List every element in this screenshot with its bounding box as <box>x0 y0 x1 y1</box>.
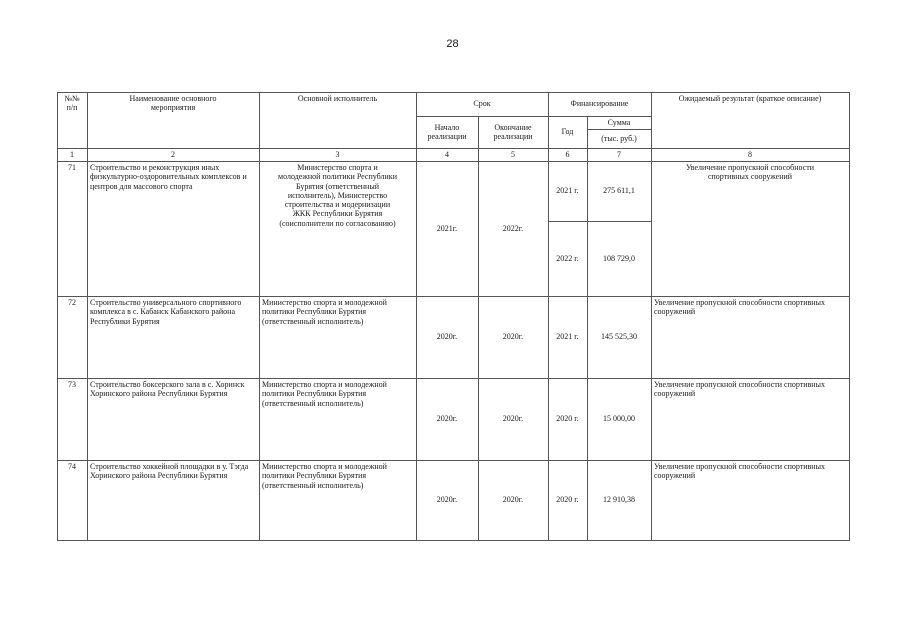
row-num: 72 <box>68 298 76 307</box>
header-term: Срок <box>473 99 491 109</box>
row-fin-sum: 12 910,38 <box>603 495 635 505</box>
row-start: 2020г. <box>436 414 458 424</box>
column-number: 6 <box>565 149 570 159</box>
row-start: 2020г. <box>436 495 458 505</box>
row-result: Увеличение пропускной способности спортивных сооружений <box>654 462 825 481</box>
header-num: №№ п/п <box>64 94 80 113</box>
header-fin-sum: Сумма <box>607 117 631 127</box>
column-number: 2 <box>171 149 175 159</box>
header-name: Наименование основного мероприятия <box>129 94 217 113</box>
row-num: 74 <box>68 462 76 471</box>
row-fin-year: 2020 г. <box>556 414 579 424</box>
row-result: Увеличение пропускной способности спортивных сооружений <box>685 163 815 182</box>
row-fin-year: 2021 г. <box>556 332 579 342</box>
row-name: Строительство боксерского зала в с. Хоринск Хоринского района Республики Бурятия <box>90 380 245 399</box>
table-rule <box>849 92 850 541</box>
row-fin-year: 2021 г. <box>556 186 579 196</box>
table-rule <box>57 540 850 541</box>
header-fin-year: Год <box>561 127 574 137</box>
column-number: 7 <box>617 149 621 159</box>
header-fin-unit: (тыс. руб.) <box>601 133 637 143</box>
row-name: Строительство хоккейной площадки в у. Тэгда Хоринского района Республики Бурятия <box>90 462 249 481</box>
row-fin-sum: 275 611,1 <box>603 186 635 196</box>
header-term-start: Начало реализации <box>427 122 467 141</box>
row-fin-year: 2022 г. <box>556 253 579 263</box>
row-start: 2020г. <box>436 332 458 342</box>
row-num: 73 <box>68 380 76 389</box>
header-financing: Финансирование <box>570 99 629 109</box>
column-number: 1 <box>70 149 74 159</box>
row-num: 71 <box>68 163 76 172</box>
row-start: 2021г. <box>436 223 458 233</box>
row-executor: Министерство спорта и молодежной политики Республики Бурятия (ответственный исполнитель) <box>262 462 387 490</box>
row-executor: Министерство спорта и молодежной политики Республики Бурятия (ответственный исполнитель) <box>262 380 387 408</box>
table-rule <box>548 221 652 222</box>
row-end: 2020г. <box>502 495 524 505</box>
column-number: 3 <box>335 149 340 159</box>
row-name: Строительство универсального спортивного комплекса в с. Кабанск Кабанского района Республики Бурятия <box>90 298 242 326</box>
column-number: 8 <box>748 149 752 159</box>
row-executor: Министерство спорта и молодежной политики Республики Бурятия (ответственный исполнитель) <box>262 298 387 326</box>
page-number: 28 <box>446 38 459 50</box>
row-fin-sum: 15 000,00 <box>603 414 635 424</box>
row-end: 2020г. <box>502 414 524 424</box>
header-term-end: Окончание реализации <box>493 122 533 141</box>
row-name: Строительство и реконструкция иных физкультурно-оздоровительных комплексов и центров для массового спорта <box>90 163 247 191</box>
row-result: Увеличение пропускной способности спортивных сооружений <box>654 298 825 317</box>
row-executor: Министерство спорта и молодежной политики Республики Бурятия (ответственный исполнитель), Министерство строительства и модернизации ЖКК Республики Бурятия (соисполнители по согласованию) <box>278 163 397 228</box>
row-end: 2022г. <box>502 223 524 233</box>
header-executor: Основной исполнитель <box>297 94 378 103</box>
row-fin-year: 2020 г. <box>556 495 579 505</box>
column-number: 5 <box>511 149 515 159</box>
row-end: 2020г. <box>502 332 524 342</box>
row-fin-sum: 145 525,30 <box>601 332 637 342</box>
row-fin-sum: 108 729,0 <box>603 253 635 263</box>
row-result: Увеличение пропускной способности спортивных сооружений <box>654 380 825 399</box>
header-result: Ожидаемый результат (краткое описание) <box>678 94 822 103</box>
column-number: 4 <box>445 149 449 159</box>
